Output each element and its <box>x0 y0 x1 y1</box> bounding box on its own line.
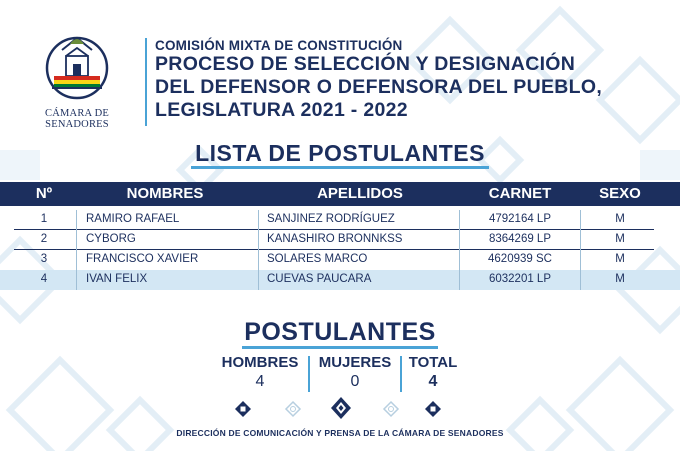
stat-total-label: TOTAL <box>408 354 458 371</box>
cell-number: 4 <box>40 273 48 285</box>
table-row <box>0 250 680 270</box>
column-separator <box>76 210 77 290</box>
table-row <box>0 210 680 230</box>
col-apellidos: APELLIDOS <box>317 185 403 202</box>
stat-total <box>405 354 461 391</box>
column-separator <box>459 210 460 290</box>
cell-nombres: CYBORG <box>86 233 136 245</box>
cell-carnet: 4792164 LP <box>488 213 552 225</box>
title-line-2: DEL DEFENSOR O DEFENSORA DEL PUEBLO, <box>155 76 603 98</box>
stat-mujeres-label: MUJERES <box>318 354 392 371</box>
stat-hombres-value: 4 <box>255 373 265 390</box>
cell-sexo: M <box>615 253 625 265</box>
col-carnet: CARNET <box>488 185 552 202</box>
cell-number: 3 <box>40 253 48 265</box>
cell-nombres: IVAN FELIX <box>86 273 148 285</box>
cell-sexo: M <box>615 233 625 245</box>
cell-nombres: RAMIRO RAFAEL <box>86 213 180 225</box>
cell-carnet: 4620939 SC <box>488 253 552 265</box>
col-nombres: NOMBRES <box>126 185 204 202</box>
cell-sexo: M <box>615 273 625 285</box>
summary-title <box>0 318 680 349</box>
cell-apellidos: SANJINEZ RODRÍGUEZ <box>267 213 395 225</box>
title-line-1: PROCESO DE SELECCIÓN Y DESIGNACIÓN <box>155 53 576 75</box>
andean-cross-outline-icon <box>382 400 400 418</box>
commission-name: COMISIÓN MIXTA DE CONSTITUCIÓN <box>155 38 403 53</box>
stat-hombres-label: HOMBRES <box>221 354 299 371</box>
stat-divider <box>400 356 402 392</box>
header-divider <box>145 38 147 126</box>
title-line-3: LEGISLATURA 2021 - 2022 <box>155 99 408 121</box>
summary-title-text: POSTULANTES <box>242 318 438 349</box>
senate-emblem-icon <box>42 30 112 106</box>
footer-credit: DIRECCIÓN DE COMUNICACIÓN Y PRENSA DE LA CÁMARA DE SENADORES <box>176 428 504 438</box>
stat-hombres <box>218 354 302 391</box>
cell-number: 1 <box>40 213 48 225</box>
cell-carnet: 8364269 LP <box>488 233 552 245</box>
stat-mujeres <box>314 354 396 391</box>
col-number: Nº <box>35 185 53 202</box>
cell-apellidos: CUEVAS PAUCARA <box>267 273 372 285</box>
list-title-text: LISTA DE POSTULANTES <box>191 140 489 169</box>
table-body <box>0 210 680 290</box>
stat-total-value: 4 <box>428 373 438 390</box>
column-separator <box>580 210 581 290</box>
andean-cross-icon <box>424 400 442 418</box>
cell-apellidos: SOLARES MARCO <box>267 253 368 265</box>
table-row <box>0 270 680 290</box>
cell-sexo: M <box>615 213 625 225</box>
table-header <box>0 182 680 206</box>
cell-apellidos: KANASHIRO BRONNKSS <box>267 233 403 245</box>
header <box>155 38 602 122</box>
col-sexo: SEXO <box>599 185 641 202</box>
list-title <box>0 140 680 169</box>
table-row <box>0 230 680 250</box>
logo-caption: CÁMARA DE SENADORES <box>45 108 109 130</box>
cell-carnet: 6032201 LP <box>488 273 552 285</box>
senate-logo <box>18 30 136 130</box>
andean-cross-outline-icon <box>284 400 302 418</box>
cell-number: 2 <box>40 233 48 245</box>
andean-cross-icon <box>234 400 252 418</box>
andean-diamond-icon <box>330 396 352 420</box>
stat-divider <box>308 356 310 392</box>
column-separator <box>258 210 259 290</box>
stat-mujeres-value: 0 <box>350 373 360 390</box>
cell-nombres: FRANCISCO XAVIER <box>86 253 199 265</box>
